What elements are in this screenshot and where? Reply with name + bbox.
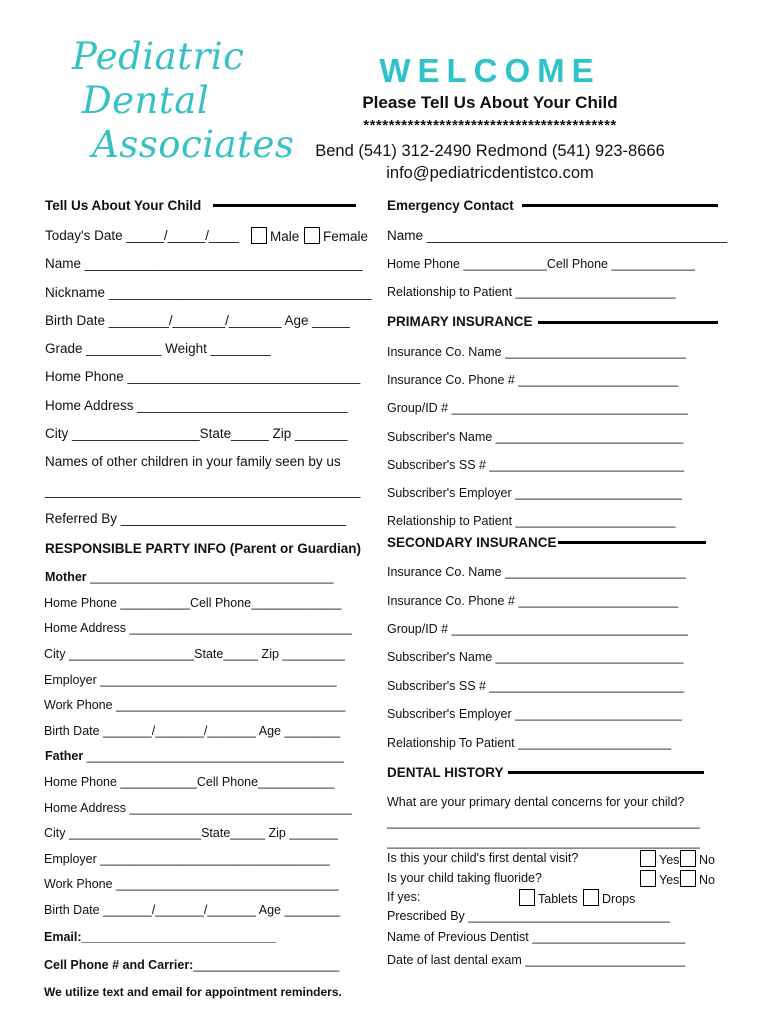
emergency-relationship-field[interactable]: Relationship to Patient _______________________ [387, 285, 676, 299]
secondary-subscriber-employer-field[interactable]: Subscriber's Employer ________________________ [387, 707, 682, 721]
logo-dental: Dental [82, 79, 210, 122]
emergency-phones-field[interactable]: Home Phone ____________Cell Phone ____________ [387, 257, 695, 271]
contact-email: info@pediatricdentistco.com [386, 164, 594, 182]
mother-birth-date-field[interactable]: Birth Date _______/_______/_______ Age ________ [44, 724, 341, 738]
mother-address-field[interactable]: Home Address ________________________________ [44, 621, 352, 635]
secondary-relationship-field[interactable]: Relationship To Patient ______________________ [387, 736, 672, 750]
first-visit-label: Is this your child's first dental visit? [387, 851, 579, 865]
male-checkbox[interactable] [251, 227, 267, 244]
cell-carrier-label: Cell Phone # and Carrier: [44, 958, 194, 972]
tablets-checkbox[interactable] [519, 889, 535, 906]
father-line: _____________________________________ [86, 749, 344, 763]
drops-label: Drops [602, 892, 636, 906]
yes-label: Yes [659, 873, 680, 887]
section-title-emergency: Emergency Contact [387, 198, 514, 213]
dental-concerns-line-2[interactable]: _____________________________________________ [387, 835, 700, 849]
female-label: Female [323, 229, 369, 244]
first-visit-yes-checkbox[interactable] [640, 850, 656, 867]
yes-label: Yes [659, 853, 680, 867]
mother-city-field[interactable]: City __________________State_____ Zip _________ [44, 647, 345, 661]
section-rule [213, 204, 356, 207]
section-rule [508, 771, 704, 774]
dental-concerns-line-1[interactable]: _____________________________________________ [387, 815, 700, 829]
first-visit-yes-option[interactable] [640, 850, 679, 867]
dental-concerns-label: What are your primary dental concerns for your child? [387, 795, 685, 809]
page-subtitle: Please Tell Us About Your Child [362, 93, 618, 112]
no-label: No [699, 853, 715, 867]
section-title-dental-history: DENTAL HISTORY [387, 765, 504, 780]
primary-ins-phone-field[interactable]: Insurance Co. Phone # _______________________ [387, 373, 679, 387]
secondary-subscriber-ss-field[interactable]: Subscriber's SS # ____________________________ [387, 679, 685, 693]
mother-field[interactable] [45, 570, 333, 584]
fluoride-yes-option[interactable] [640, 870, 679, 887]
female-option[interactable] [304, 227, 368, 244]
section-rule [558, 541, 706, 544]
primary-relationship-field[interactable]: Relationship to Patient _______________________ [387, 514, 676, 528]
secondary-subscriber-name-field[interactable]: Subscriber's Name ___________________________ [387, 650, 684, 664]
welcome-title: WELCOME [379, 52, 601, 89]
father-employer-field[interactable]: Employer _________________________________ [44, 852, 330, 866]
drops-option[interactable] [583, 889, 635, 906]
city-state-zip-field[interactable]: City _________________State_____ Zip _______ [45, 426, 348, 441]
father-label: Father [45, 749, 84, 763]
fluoride-no-option[interactable] [680, 870, 715, 887]
referred-by-field[interactable]: Referred By ______________________________ [45, 511, 347, 526]
father-work-phone-field[interactable]: Work Phone ________________________________ [44, 877, 339, 891]
todays-date-field[interactable]: Today's Date _____/_____/____ [45, 228, 239, 243]
prescribed-by-field[interactable]: Prescribed By _____________________________ [387, 909, 670, 923]
secondary-ins-phone-field[interactable]: Insurance Co. Phone # _______________________ [387, 594, 679, 608]
primary-subscriber-ss-field[interactable]: Subscriber's SS # ____________________________ [387, 458, 685, 472]
home-phone-field[interactable]: Home Phone _______________________________ [45, 369, 361, 384]
birth-date-field[interactable]: Birth Date ________/_______/_______ Age _____ [45, 313, 350, 328]
child-name-field[interactable]: Name _____________________________________ [45, 256, 363, 271]
secondary-ins-name-field[interactable]: Insurance Co. Name __________________________ [387, 565, 686, 579]
mother-phones-field[interactable]: Home Phone __________Cell Phone_____________ [44, 596, 342, 610]
nickname-field[interactable]: Nickname ___________________________________ [45, 285, 372, 300]
section-rule [538, 321, 718, 324]
section-title-primary-insurance: PRIMARY INSURANCE [387, 314, 533, 329]
section-title-responsible-party: RESPONSIBLE PARTY INFO (Parent or Guardian) [45, 541, 362, 556]
father-field[interactable] [45, 749, 344, 763]
home-address-field[interactable]: Home Address ____________________________ [45, 398, 348, 413]
footer-note: We utilize text and email for appointment reminders. [44, 985, 342, 999]
other-children-field[interactable]: __________________________________________ [45, 483, 361, 498]
fluoride-no-checkbox[interactable] [680, 870, 696, 887]
tablets-option[interactable] [519, 889, 578, 906]
secondary-group-field[interactable]: Group/ID # __________________________________ [387, 622, 688, 636]
tablets-label: Tablets [538, 892, 578, 906]
no-label: No [699, 873, 715, 887]
section-rule [522, 204, 718, 207]
female-checkbox[interactable] [304, 227, 320, 244]
male-label: Male [270, 229, 300, 244]
cell-carrier-field[interactable] [44, 958, 339, 972]
first-visit-no-checkbox[interactable] [680, 850, 696, 867]
fluoride-yes-checkbox[interactable] [640, 870, 656, 887]
section-title-secondary-insurance: SECONDARY INSURANCE [387, 535, 557, 550]
father-address-field[interactable]: Home Address ________________________________ [44, 801, 352, 815]
mother-work-phone-field[interactable]: Work Phone _________________________________ [44, 698, 346, 712]
emergency-name-field[interactable]: Name ________________________________________ [387, 228, 728, 243]
grade-weight-field[interactable]: Grade __________ Weight ________ [45, 341, 271, 356]
mother-label: Mother [45, 570, 87, 584]
logo-associates: Associates [92, 123, 295, 166]
primary-subscriber-employer-field[interactable]: Subscriber's Employer ________________________ [387, 486, 682, 500]
male-option[interactable] [251, 227, 299, 244]
primary-subscriber-name-field[interactable]: Subscriber's Name ___________________________ [387, 430, 684, 444]
drops-checkbox[interactable] [583, 889, 599, 906]
if-yes-label: If yes: [387, 890, 421, 904]
father-phones-field[interactable]: Home Phone ___________Cell Phone___________ [44, 775, 335, 789]
primary-group-field[interactable]: Group/ID # __________________________________ [387, 401, 688, 415]
primary-ins-name-field[interactable]: Insurance Co. Name __________________________ [387, 345, 686, 359]
first-visit-no-option[interactable] [680, 850, 715, 867]
email-field[interactable]: Email:____________________________ [44, 930, 277, 944]
cell-carrier-line: _____________________ [193, 958, 340, 972]
father-birth-date-field[interactable]: Birth Date _______/_______/_______ Age ________ [44, 903, 341, 917]
mother-employer-field[interactable]: Employer __________________________________ [44, 673, 337, 687]
logo-pediatric: Pediatric [72, 35, 245, 78]
mother-line: ___________________________________ [90, 570, 334, 584]
fluoride-label: Is your child taking fluoride? [387, 871, 542, 885]
father-city-field[interactable]: City ___________________State_____ Zip _______ [44, 826, 339, 840]
previous-dentist-field[interactable]: Name of Previous Dentist ______________________ [387, 930, 686, 944]
phone-numbers: Bend (541) 312-2490 Redmond (541) 923-8666 [315, 142, 665, 160]
other-children-label: Names of other children in your family seen by us [45, 454, 341, 469]
section-title-about-child: Tell Us About Your Child [45, 198, 202, 213]
stars-divider: **************************************** [363, 117, 617, 134]
last-exam-date-field[interactable]: Date of last dental exam _______________________ [387, 953, 686, 967]
